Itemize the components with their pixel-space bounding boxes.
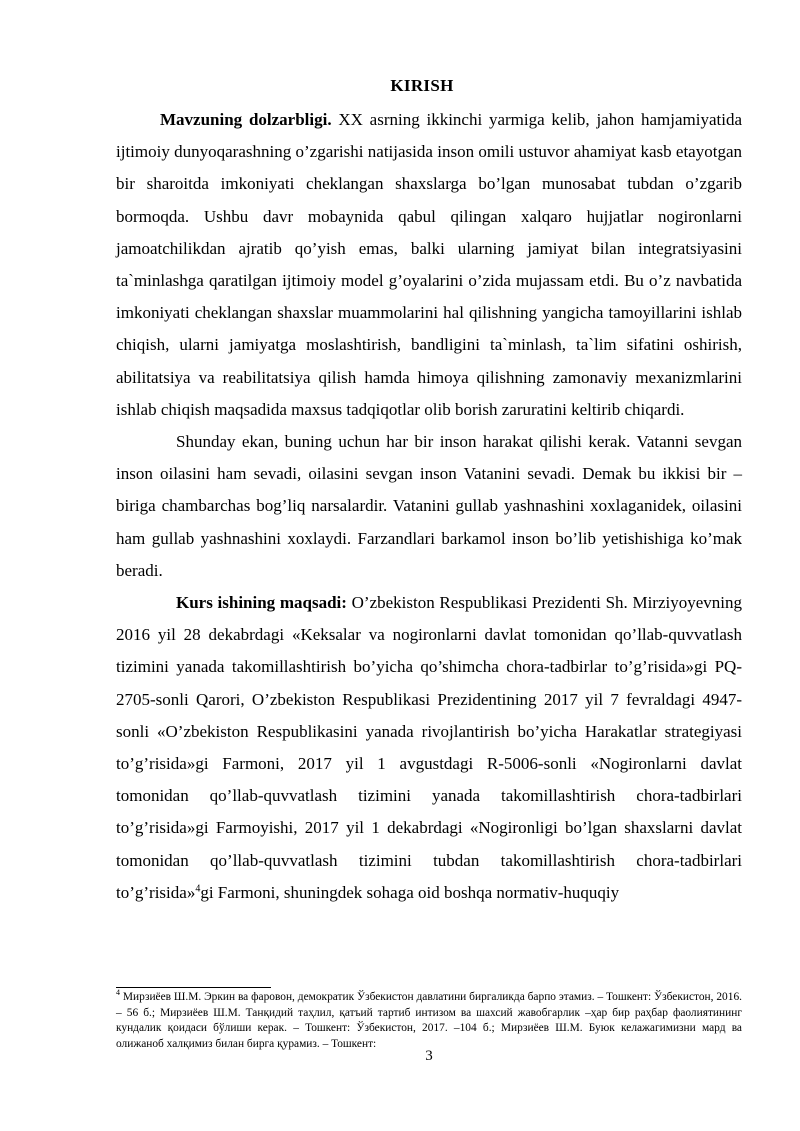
footnote-text: Мирзиёев Ш.М. Эркин ва фаровон, демократик Ўзбекистон давлатини биргаликда барпо этамиз. – Тошкент: Ўзбекистон, 2016. – 56 б.; Мирзиёев Ш.М. Танқидий таҳлил, қатъий тартиб интизом ва шахсий жавобгарлик –ҳар бир раҳбар фаолиятининг кундалик қоидаси бўлиши керак. – Тошкент: Ўзбекистон, 2017. –104 б.; Мирзиёев Ш.М. Буюк келажагимизни мард ва олижаноб халқимиз билан бирга қурамиз. – Тошкент: xyxy=(116,991,742,1050)
paragraph-text: XX asrning ikkinchi yarmiga kelib, jahon hamjamiyatida ijtimoiy dunyoqarashning o’zgarishi natijasida inson omili ustuvor ahamiyat kasb etayotgan bir sharoitda imkoniyati cheklangan shaxslarga bo’lgan munosabat tubdan o’zgarib bormoqda. Ushbu davr mobaynida qabul qilingan xalqaro hujjatlar nogironlarni jamoatchilikdan ajratib qo’yish emas, balki ularning jamiyat bilan integratsiyasini ta`minlashga qaratilgan ijtimoiy model g’oyalarini o’zida mujassam etdi. Bu o’z navbatida imkoniyati cheklangan shaxslar muammolarini hal qilishning yangicha tamoyillarini ishlab chiqish, ularni jamiyatga moslashtirish, bandligini ta`minlash, ta`lim sifatini oshirish, abilitatsiya va reabilitatsiya qilish hamda himoya qilishning zamonaviy mexanizmlarini ishlab chiqish maqsadida maxsus tadqiqotlar olib borish zaruratini keltirib chiqardi. xyxy=(116,110,742,419)
section-title: KIRISH xyxy=(390,76,454,95)
footnote-marker: 4 xyxy=(116,988,120,998)
footnote xyxy=(116,990,742,1052)
paragraph-goal xyxy=(116,587,742,909)
main-body xyxy=(116,104,742,909)
footnote-separator xyxy=(116,987,271,988)
paragraph-text-continued: gi Farmoni, shuningdek sohaga oid boshqa normativ-huquqiy xyxy=(200,882,620,902)
paragraph-lead: Mavzuning dolzarbligi. xyxy=(160,110,332,129)
paragraph-text: O’zbekiston Respublikasi Prezidenti Sh. Mirziyoyevning 2016 yil 28 dekabrdagi «Keksalar va nogironlarni davlat tomonidan qo’llab-quvvatlash tizimini yanada takomillashtirish bo’yicha qo’shimcha chora-tadbirlar to’g’risida»gi PQ-2705-sonli Qarori, O’zbekiston Respublikasi Prezidentining 2017 yil 7 fevraldagi 4947-sonli «O’zbekiston Respublikasini yanada rivojlantirish bo’yicha Harakatlar strategiyasi to’g’risida»gi Farmoni, 2017 yil 1 avgustdagi R-5006-sonli «Nogironlarni davlat tomonidan qo’llab-quvvatlash tizimini yanada takomillashtirish chora-tadbirlari to’g’risida»gi Farmoyishi, 2017 yil 1 dekabrdagi «Nogironligi bo’lgan shaxslarni davlat tomonidan qo’llab-quvvatlash tizimini tubdan takomillashtirish chora-tadbirlari to’g’risida» xyxy=(116,593,742,902)
paragraph-family xyxy=(116,426,742,587)
paragraph-lead: Kurs ishining maqsadi: xyxy=(176,593,347,613)
paragraph-relevance xyxy=(116,104,742,426)
paragraph-text: Shunday ekan, buning uchun har bir inson harakat qilishi kerak. Vatanni sevgan inson oilasini ham sevadi, oilasini sevgan inson Vatanini sevadi. Demak bu ikkisi bir – biriga chambarchas bog’liq narsalardir. Vatanini gullab yashnashini xoxlaganidek, oilasini ham gullab yashnashini xoxlaydi. Farzandlari barkamol inson bo’lib yetishishiga ko’mak beradi. xyxy=(116,432,742,580)
page-number: 3 xyxy=(425,1048,433,1064)
footnote-reference[interactable]: 4 xyxy=(195,883,201,895)
